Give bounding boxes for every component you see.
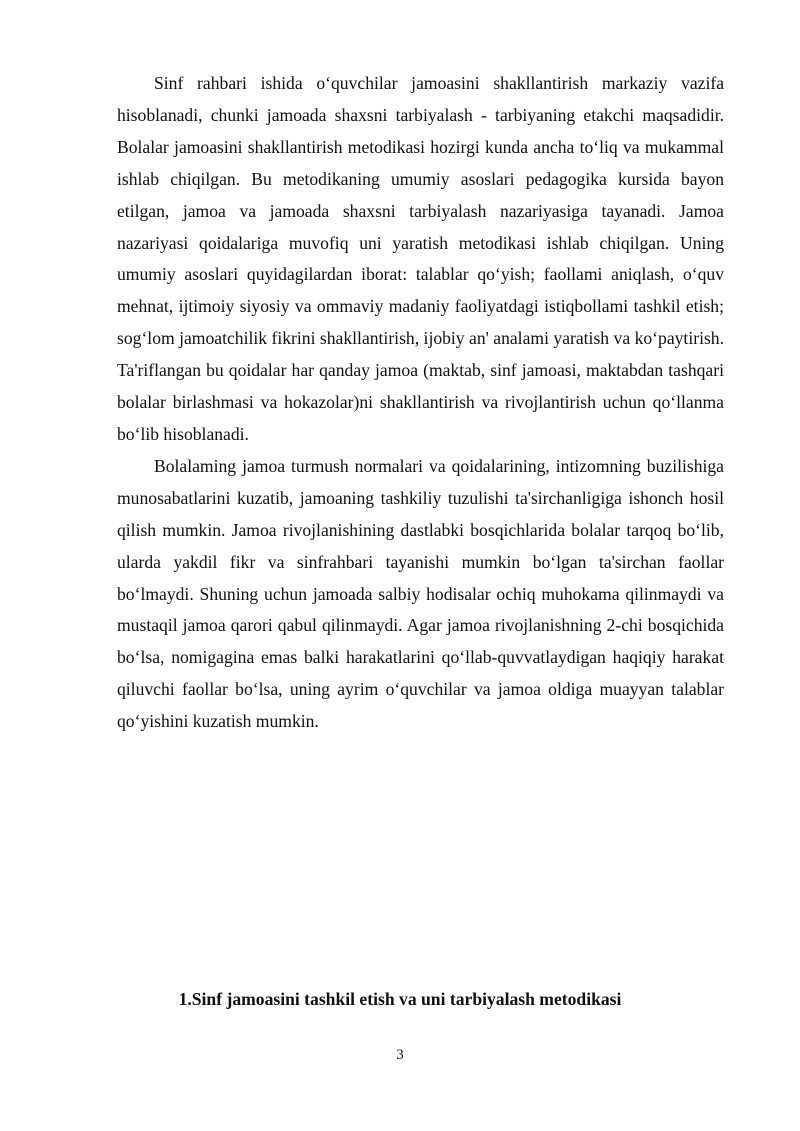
body-text xyxy=(117,68,724,738)
section-heading: 1.Sinf jamoasini tashkil etish va uni tarbiyalash metodikasi xyxy=(178,989,622,1009)
page-number: 3 xyxy=(396,1047,404,1063)
paragraph-1: Sinf rahbari ishida o‘quvchilar jamoasini shakllantirish markaziy vazifa hisoblanadi, chunki jamoada shaxsni tarbiyalash - tarbiyaning etakchi maqsadidir. Bolalar jamoasini shakllantirish metodikasi hozirgi kunda ancha to‘liq va mukammal ishlab chiqilgan. Bu metodikaning umumiy asoslari pedagogika kursida bayon etilgan, jamoa va jamoada shaxsni tarbiyalash nazariyasiga tayanadi. Jamoa nazariyasi qoidalariga muvofiq uni yaratish metodikasi ishlab chiqilgan. Uning umumiy asoslari quyidagilardan iborat: talablar qo‘yish; faollami aniqlash, o‘quv mehnat, ijtimoiy siyosiy va ommaviy madaniy faoliyatdagi istiqbollami tashkil etish; sog‘lom jamoatchilik fikrini shakllantirish, ijobiy an' analami yaratish va ko‘paytirish. Ta'riflangan bu qoidalar har qanday jamoa (maktab, sinf jamoasi, maktabdan tashqari bolalar birlashmasi va hokazolar)ni shakllantirish va rivojlantirish uchun qo‘llanma bo‘lib hisoblanadi. xyxy=(117,73,724,444)
paragraph-2: Bolalaming jamoa turmush normalari va qoidalarining, intizomning buzilishiga munosabatlarini kuzatib, jamoaning tashkiliy tuzulishi ta'sirchanligiga ishonch hosil qilish mumkin. Jamoa rivojlanishining dastlabki bosqichlarida bolalar tarqoq bo‘lib, ularda yakdil fikr va sinfrahbari tayanishi mumkin bo‘lgan ta'sirchan faollar bo‘lmaydi. Shuning uchun jamoada salbiy hodisalar ochiq muhokama qilinmaydi va mustaqil jamoa qarori qabul qilinmaydi. Agar jamoa rivojlanishning 2-chi bosqichida bo‘lsa, nomigagina emas balki harakatlarini qo‘llab-quvvatlaydigan haqiqiy harakat qiluvchi faollar bo‘lsa, uning ayrim o‘quvchilar va jamoa oldiga muayyan talablar qo‘yishini kuzatish mumkin. xyxy=(117,455,724,732)
